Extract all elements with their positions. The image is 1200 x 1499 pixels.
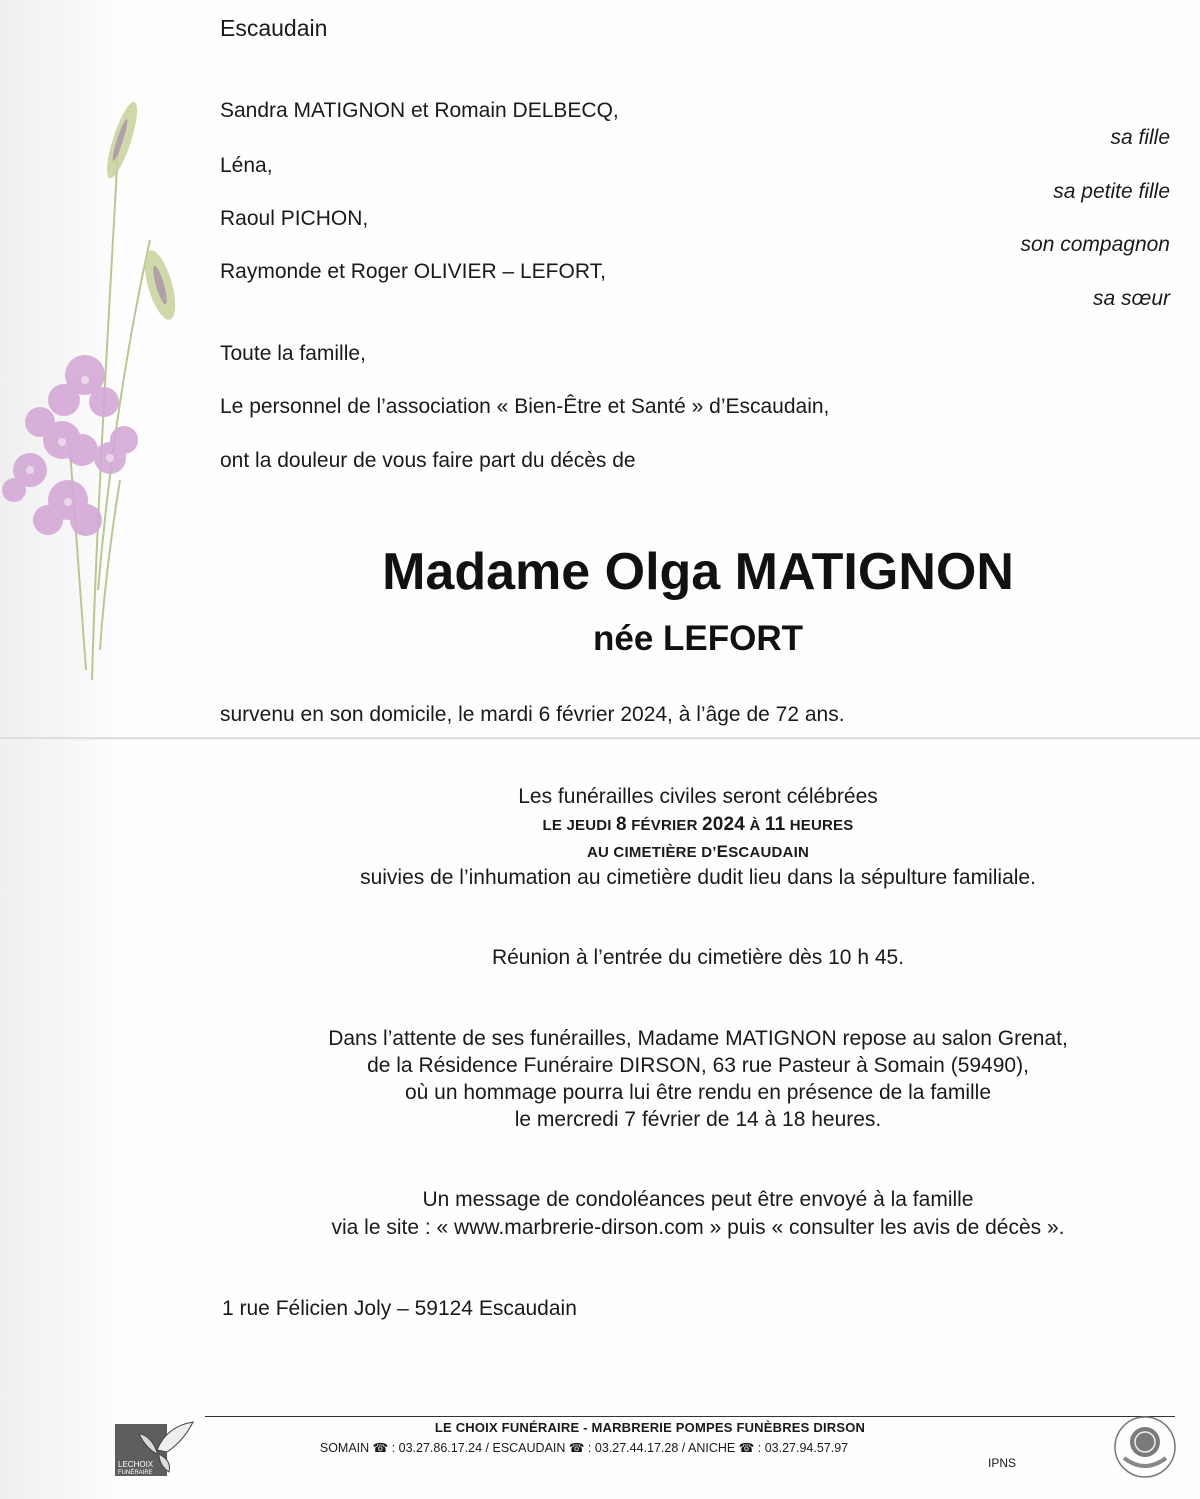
funeral-date bbox=[0, 814, 1200, 836]
rest-line-2: de la Résidence Funéraire DIRSON, 63 rue Pasteur à Somain (59490), bbox=[367, 1054, 1029, 1077]
funeral-date-year: 2024 bbox=[701, 814, 746, 835]
funeral-date-hour: 11 bbox=[764, 814, 786, 835]
funeral-date-suffix: HEURES bbox=[789, 817, 854, 834]
family-member-relation: sa sœur bbox=[1092, 287, 1170, 310]
family-member-name: Léna, bbox=[220, 154, 273, 177]
family-member-name: Raoul PICHON, bbox=[220, 207, 369, 230]
quality-seal-icon bbox=[1112, 1414, 1178, 1480]
family-member-relation: sa petite fille bbox=[1053, 180, 1170, 203]
funeral-line-4: suivies de l’inhumation au cimetière dudit lieu dans la sépulture familiale. bbox=[360, 866, 1036, 889]
footer-title: LE CHOIX FUNÉRAIRE - MARBRERIE POMPES FUNÈBRES DIRSON bbox=[434, 1420, 866, 1435]
address: 1 rue Félicien Joly – 59124 Escaudain bbox=[222, 1297, 577, 1320]
intro-announce-line: ont la douleur de vous faire part du décès de bbox=[220, 449, 636, 472]
funeral-date-prefix: LE JEUDI bbox=[542, 817, 612, 834]
logo-left-line1: LECHOIX bbox=[118, 1460, 154, 1469]
rest-line-4: le mercredi 7 février de 14 à 18 heures. bbox=[514, 1108, 882, 1131]
deceased-name: Madame Olga MATIGNON bbox=[382, 543, 1014, 601]
butterfly-logo-icon bbox=[115, 1420, 195, 1476]
funeral-meeting: Réunion à l’entrée du cimetière dès 10 h 45. bbox=[491, 946, 905, 969]
lechoix-logo bbox=[115, 1420, 195, 1476]
funeral-line-1: Les funérailles civiles seront célébrées bbox=[518, 785, 878, 808]
rest-line-3: où un hommage pourra lui être rendu en présence de la famille bbox=[404, 1081, 992, 1104]
funeral-place bbox=[0, 842, 1200, 862]
funeral-date-day: 8 bbox=[616, 814, 627, 835]
family-member-name: Sandra MATIGNON et Romain DELBECQ, bbox=[220, 99, 619, 122]
intro-family-line: Toute la famille, bbox=[220, 342, 366, 365]
funeral-place-rest: SCAUDAIN bbox=[728, 844, 809, 861]
condolences-line-2: via le site : « www.marbrerie-dirson.com » puis « consulter les avis de décès ». bbox=[331, 1216, 1065, 1239]
rest-line-1: Dans l’attente de ses funérailles, Madame MATIGNON repose au salon Grenat, bbox=[328, 1027, 1068, 1050]
footer-divider bbox=[205, 1416, 1175, 1417]
funeral-place-prefix: AU CIMETIÈRE D’ bbox=[586, 844, 717, 861]
funeral-date-at: À bbox=[749, 817, 761, 834]
family-member-relation: son compagnon bbox=[1020, 233, 1170, 256]
family-member-relation: sa fille bbox=[1110, 126, 1170, 149]
condolences-line-1: Un message de condoléances peut être envoyé à la famille bbox=[422, 1188, 974, 1211]
footer-ipns: IPNS bbox=[988, 1456, 1017, 1470]
funeral-date-month: FÉVRIER bbox=[631, 817, 698, 834]
family-member-name: Raymonde et Roger OLIVIER – LEFORT, bbox=[220, 260, 606, 283]
intro-staff-line: Le personnel de l’association « Bien-Être et Santé » d’Escaudain, bbox=[220, 395, 830, 418]
footer-phones: SOMAIN ☎ : 03.27.86.17.24 / ESCAUDAIN ☎ : 03.27.44.17.28 / ANICHE ☎ : 03.27.94.57.97 bbox=[319, 1441, 849, 1455]
logo-left-line2: FUNÉRAIRE bbox=[118, 1470, 153, 1476]
quality-charter-logo bbox=[1112, 1414, 1178, 1480]
header-town: Escaudain bbox=[220, 15, 328, 41]
deceased-circumstances: survenu en son domicile, le mardi 6 février 2024, à l’âge de 72 ans. bbox=[220, 703, 845, 726]
funeral-place-initial: E bbox=[716, 842, 729, 861]
deceased-maiden-name: née LEFORT bbox=[592, 619, 804, 658]
page-fold-shadow bbox=[0, 739, 1200, 740]
